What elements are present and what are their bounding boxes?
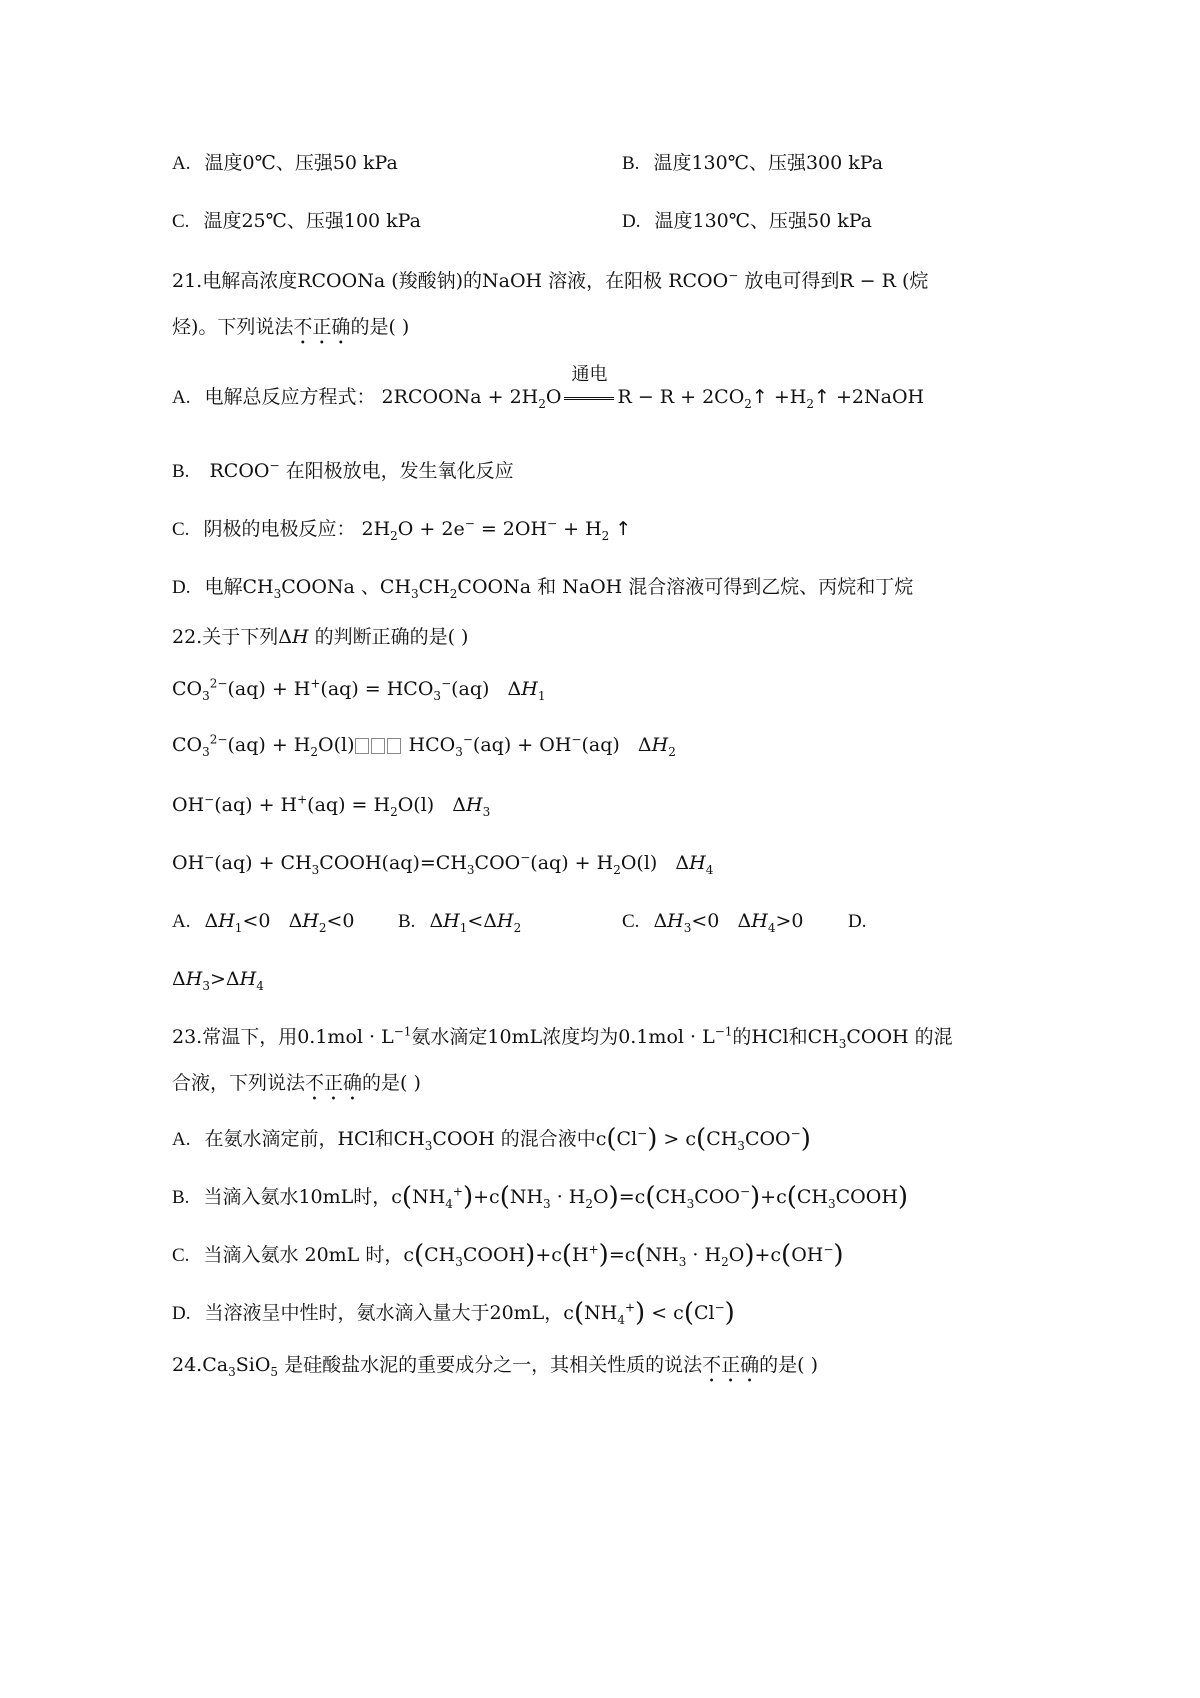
q22-option-c: C. $\Delta H_3<0$ $\Delta H_4>0$ xyxy=(622,910,804,935)
option-label: B. xyxy=(172,461,190,482)
emphasis-text: 不正确 xyxy=(293,316,351,338)
option-label: C. xyxy=(172,211,190,232)
q22-equation-1: $CO_3^{2-}(aq) + H^+(aq) = HCO_3^-(aq)$ $\Delta H_1$ xyxy=(172,676,546,703)
stem-text: COOH 的混 xyxy=(846,1026,953,1048)
stem-text: 的是( ) xyxy=(362,1072,421,1094)
q20-option-d xyxy=(622,206,872,237)
option-text: COOH 的混合液中 xyxy=(432,1128,596,1150)
stem-text: 氨水滴定10mL浓度均为0.1mol · L xyxy=(411,1026,715,1048)
q21-stem-line2 xyxy=(172,312,409,349)
stem-text: 烃)。下列说法 xyxy=(172,316,294,338)
q23-option-b: B. 当滴入氨水10mL时，$c(NH_4^+)+c(NH_3$ · $H_2O)=c(CH_3COO^-)+c(CH_3COOH)$ xyxy=(172,1182,909,1212)
equation-rhs: +2NaOH xyxy=(836,386,925,408)
q21-option-c: C. 阴极的电极反应： $2H_2O + 2e^- = 2OH^- + H_2$ ↑ xyxy=(172,516,632,543)
option-label: A. xyxy=(172,387,191,408)
option-text: COONa 和 NaOH 混合溶液可得到乙烷、丙烷和丁烷 xyxy=(457,576,914,598)
q22-equation-4: $OH^-(aq) + CH_3COOH(aq)=CH_3COO^-(aq) + H_2O(l)$ $\Delta H_4$ xyxy=(172,850,714,877)
option-text: 电解总反应方程式： xyxy=(204,386,376,408)
equation-lhs: 2RCOONa + 2H xyxy=(381,386,539,408)
stem-text: 合液，下列说法 xyxy=(172,1072,306,1094)
equation-rhs: +H xyxy=(773,386,807,408)
option-text: 阴极的电极反应： xyxy=(203,518,356,540)
option-text: 当溶液呈中性时，氨水滴入量大于20mL， xyxy=(204,1302,564,1324)
stem-text: 24.Ca xyxy=(172,1354,229,1376)
q22-option-b: B. $\Delta H_1<\Delta H_2$ xyxy=(398,910,522,935)
stem-text: 的是( ) xyxy=(759,1354,818,1376)
stem-text: 21.电解高浓度RCOONa (羧酸钠)的NaOH 溶液，在阳极 xyxy=(172,270,663,292)
q22-option-d: $\Delta H_3>\Delta H_4$ xyxy=(172,968,264,993)
option-text: 当滴入氨水 20mL 时， xyxy=(203,1244,404,1266)
option-label: C. xyxy=(622,911,640,932)
option-label: A. xyxy=(172,153,191,174)
option-label: C. xyxy=(172,519,190,540)
q20-option-c xyxy=(172,206,421,237)
q22-stem: 22.关于下列ΔH 的判断正确的是( ) xyxy=(172,626,469,648)
q21-option-b: B. RCOO− 在阳极放电，发生氧化反应 xyxy=(172,458,514,482)
stem-text: 23.常温下，用0.1mol · L xyxy=(172,1026,394,1048)
condition-label: 通电 xyxy=(571,364,608,385)
option-text: 温度0℃、压强50 kPa xyxy=(204,152,398,174)
q22-option-d-label xyxy=(848,906,880,937)
emphasis-text: 不正确 xyxy=(702,1354,760,1376)
option-label: D. xyxy=(172,577,191,598)
q20-option-b xyxy=(622,148,883,179)
option-text: 温度130℃、压强50 kPa xyxy=(654,210,872,232)
emphasis-text: 不正确 xyxy=(305,1072,363,1094)
stem-text: 22.关于下列 xyxy=(172,626,279,648)
option-label: A. xyxy=(172,911,191,932)
stem-text: 是硅酸盐水泥的重要成分之一，其相关性质的说法 xyxy=(284,1354,703,1376)
option-label: B. xyxy=(172,1187,190,1208)
q23-option-c: C. 当滴入氨水 20mL 时，$c(CH_3COOH)+c(H^+)=c(NH_3 \cdot H_2O)+c(OH^-)$ xyxy=(172,1240,844,1270)
q23-option-a: A. 在氨水滴定前，HCl和$CH_3COOH$ 的混合液中$c(Cl^-) > c(CH_3COO^-)$ xyxy=(172,1124,811,1154)
q23-option-d: D. 当溶液呈中性时，氨水滴入量大于20mL，$c(NH_4^+) < c(Cl^-)$ xyxy=(172,1298,735,1328)
option-text: 在阳极放电，发生氧化反应 xyxy=(285,460,514,482)
option-label: D. xyxy=(848,911,867,932)
option-text: 电解CH xyxy=(204,576,274,598)
stem-text: 的HCl和CH xyxy=(732,1026,839,1048)
reaction-condition xyxy=(564,364,614,412)
q21-stem-line1: 21.电解高浓度RCOONa (羧酸钠)的NaOH 溶液，在阳极 RCOO− 放电可得到R − R (烷 xyxy=(172,268,929,292)
q23-stem-line1: 23.常温下，用$0.1mol \cdot L^{-1}$氨水滴定10mL浓度均为$0.1mol \cdot L^{-1}$的HCl和$CH_3COOH$ 的混 xyxy=(172,1024,953,1051)
q23-stem-line2 xyxy=(172,1068,421,1105)
option-text: 温度25℃、压强100 kPa xyxy=(203,210,421,232)
q24-stem: $24.Ca_3SiO_5$ 是硅酸盐水泥的重要成分之一，其相关性质的说法不正确的是( ) xyxy=(172,1354,818,1379)
q22-option-a: A. $\Delta H_1<0$ $\Delta H_2<0$ xyxy=(172,910,355,935)
option-text: 当滴入氨水10mL时， xyxy=(203,1186,392,1208)
option-label: B. xyxy=(622,153,640,174)
option-label: D. xyxy=(172,1303,191,1324)
q20-option-a xyxy=(172,148,398,179)
q21-option-d: D. 电解$CH_3COONa$ 、$CH_3CH_2COONa$ 和 NaOH 混合溶液可得到乙烷、丙烷和丁烷 xyxy=(172,576,914,601)
option-text: COONa 、CH xyxy=(281,576,412,598)
option-label: C. xyxy=(172,1245,190,1266)
q22-equation-3: $OH^-(aq) + H^+(aq) = H_2O(l)$ $\Delta H_3$ xyxy=(172,792,491,819)
option-label: D. xyxy=(622,211,641,232)
q22-equation-2: $CO_3^{2-}(aq) + H_2O(l) HCO_3^-(aq) + OH^-(aq)$ $\Delta H_2$ xyxy=(172,732,676,759)
stem-text: 放电可得到R − R (烷 xyxy=(744,270,929,292)
option-label: B. xyxy=(398,911,416,932)
stem-text: 的是( ) xyxy=(350,316,410,338)
stem-text: SiO xyxy=(235,1354,271,1376)
equation-rhs: R − R + 2CO xyxy=(617,386,745,408)
option-label: A. xyxy=(172,1129,191,1150)
q21-option-a: A. 电解总反应方程式： 2RCOONa + $2H_2O$ 通电 $R - R + 2CO_2↑$ $+H_2↑$ +2NaOH xyxy=(172,382,924,413)
option-text: 温度130℃、压强300 kPa xyxy=(653,152,884,174)
option-text: 在氨水滴定前，HCl和CH xyxy=(204,1128,425,1150)
stem-text: 的判断正确的是( ) xyxy=(308,626,469,648)
